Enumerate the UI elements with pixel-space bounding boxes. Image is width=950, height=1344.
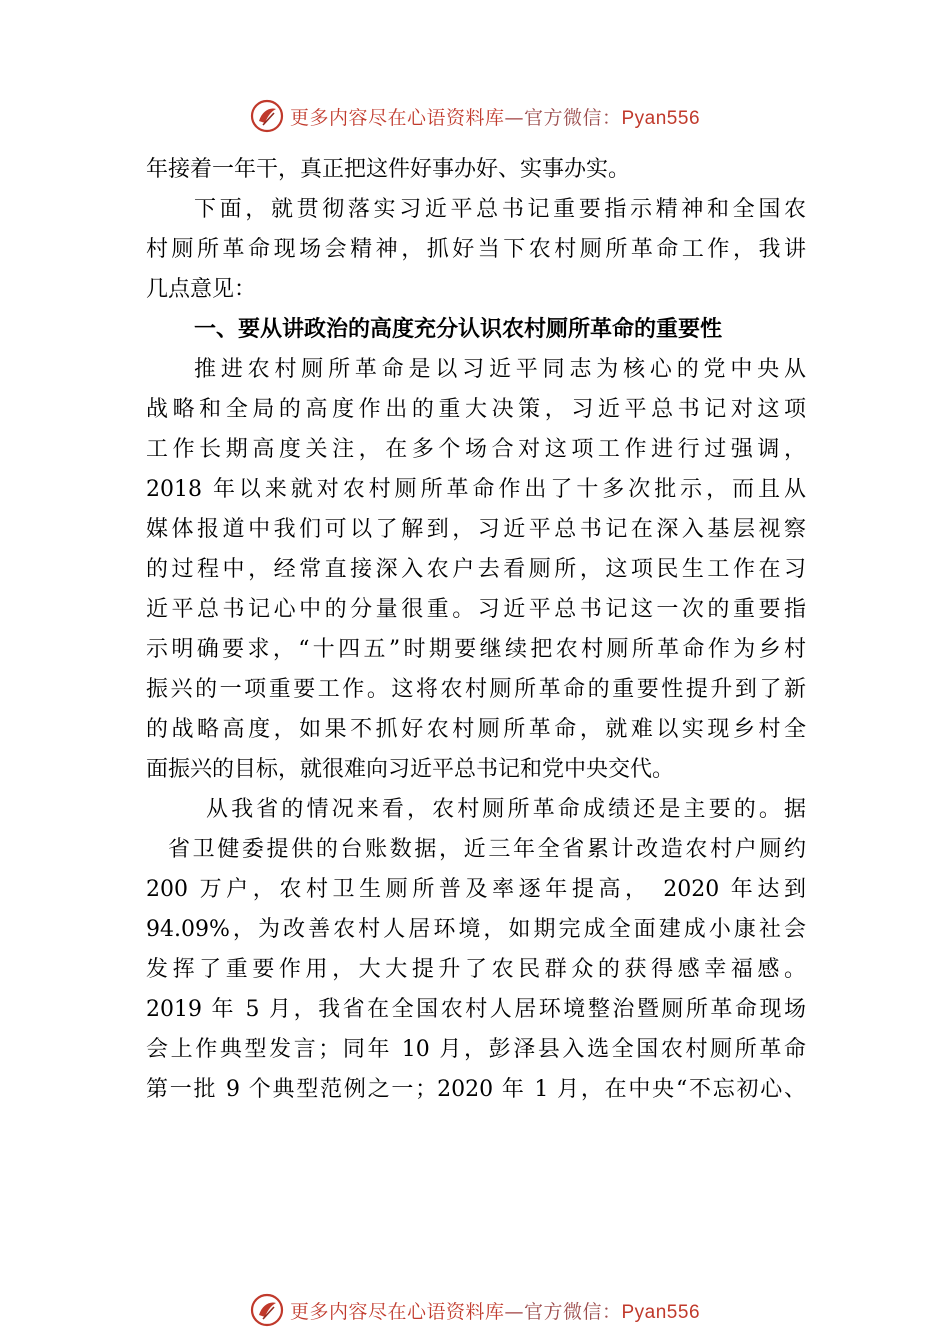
text-line: 94.09%，为改善农村人居环境，如期完成全面建成小康社会 xyxy=(146,917,806,942)
banner-text xyxy=(290,103,700,130)
text-line: 面振兴的目标，就很难向习近平总书记和党中央交代。 xyxy=(146,757,675,782)
text-line: 2019 年 5 月，我省在全国农村人居环境整治暨厕所革命现场 xyxy=(146,997,806,1022)
text-line: 振兴的一项重要工作。这将农村厕所革命的重要性提升到了新 xyxy=(146,677,806,702)
banner-dash: — xyxy=(504,1300,524,1323)
section-heading: 一、要从讲政治的高度充分认识农村厕所革命的重要性 xyxy=(194,317,723,342)
text-line: 2018 年以来就对农村厕所革命作出了十多次批示，而且从 xyxy=(146,477,806,502)
text-line: 的过程中，经常直接深入农户去看厕所，这项民生工作在习 xyxy=(146,557,806,582)
text-line: 战略和全局的高度作出的重大决策，习近平总书记对这项 xyxy=(146,397,806,422)
banner-text xyxy=(290,1297,700,1324)
text-line: 年接着一年干，真正把这件好事办好、实事办实。 xyxy=(146,157,631,182)
footer-banner xyxy=(0,1290,950,1330)
text-line: 省卫健委提供的台账数据，近三年全省累计改造农村户厕约 xyxy=(168,837,806,862)
banner-prefix: 更多内容尽在心语资料库 xyxy=(289,106,505,129)
text-line: 发挥了重要作用，大大提升了农民群众的获得感幸福感。 xyxy=(146,957,806,982)
text-line: 工作长期高度关注，在多个场合对这项工作进行过强调， xyxy=(146,437,806,462)
banner-wechat-label: 官方微信： xyxy=(523,1300,622,1323)
logo-icon xyxy=(250,1293,284,1327)
text-line: 几点意见： xyxy=(146,277,257,302)
text-line: 推进农村厕所革命是以习近平同志为核心的党中央从 xyxy=(194,357,806,382)
logo-icon xyxy=(250,99,284,133)
text-line: 下面，就贯彻落实习近平总书记重要指示精神和全国农 xyxy=(194,197,806,222)
text-line: 村厕所革命现场会精神，抓好当下农村厕所革命工作，我讲 xyxy=(146,237,806,262)
text-line: 的战略高度，如果不抓好农村厕所革命，就难以实现乡村全 xyxy=(146,717,806,742)
text-line: 第一批 9 个典型范例之一；2020 年 1 月，在中央“不忘初心、 xyxy=(146,1077,806,1102)
banner-wechat-id: Pyan556 xyxy=(621,1301,701,1323)
header-banner xyxy=(0,96,950,136)
banner-wechat-id: Pyan556 xyxy=(621,107,701,129)
text-line: 200 万户，农村卫生厕所普及率逐年提高， 2020 年达到 xyxy=(146,877,806,902)
banner-dash: — xyxy=(504,106,524,129)
text-line: 示明确要求，“十四五”时期要继续把农村厕所革命作为乡村 xyxy=(146,637,806,662)
banner-prefix: 更多内容尽在心语资料库 xyxy=(289,1300,505,1323)
text-line: 会上作典型发言；同年 10 月，彭泽县入选全国农村厕所革命 xyxy=(146,1037,806,1062)
banner-wechat-label: 官方微信： xyxy=(523,106,622,129)
text-line: 媒体报道中我们可以了解到，习近平总书记在深入基层视察 xyxy=(146,517,806,542)
text-line: 从我省的情况来看，农村厕所革命成绩还是主要的。据 xyxy=(206,797,806,822)
document-body xyxy=(146,150,806,1110)
text-line: 近平总书记心中的分量很重。习近平总书记这一次的重要指 xyxy=(146,597,806,622)
